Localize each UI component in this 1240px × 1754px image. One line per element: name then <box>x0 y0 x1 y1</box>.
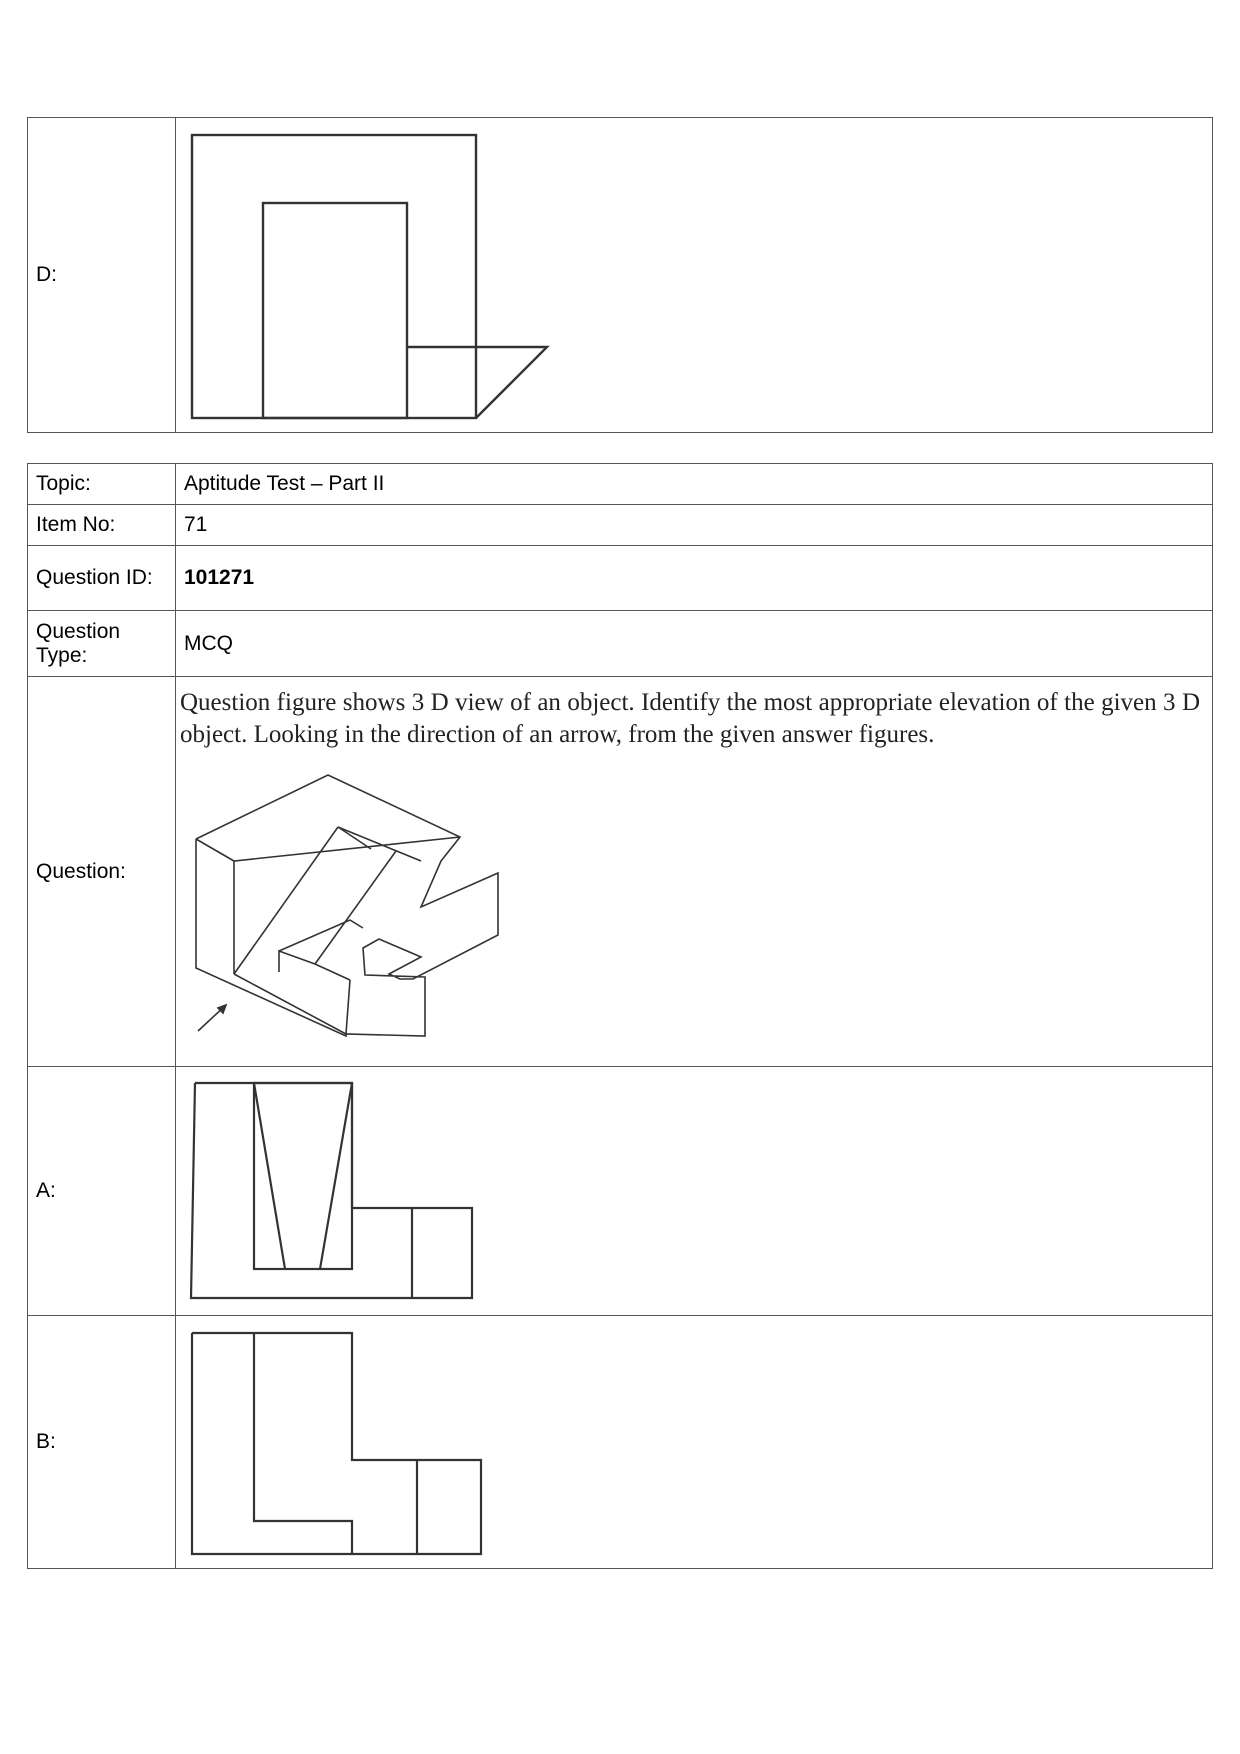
topic-label: Topic: <box>28 464 176 505</box>
slope-ridge <box>338 827 421 861</box>
option-a-figure-cell <box>176 1067 1213 1316</box>
question-type-row <box>28 611 1213 677</box>
option-a-figure <box>176 1068 1226 1315</box>
option-d-label: D: <box>28 118 176 433</box>
option-a-taper-left <box>254 1083 285 1269</box>
question-type-value: MCQ <box>176 611 1213 677</box>
option-a-label: A: <box>28 1067 176 1316</box>
topic-row <box>28 464 1213 505</box>
front-bottom-edge <box>234 974 346 1034</box>
option-b-row <box>28 1316 1213 1569</box>
option-a-row <box>28 1067 1213 1316</box>
step-top-edges <box>279 920 363 951</box>
object-outline <box>196 775 498 1036</box>
topic-value: Aptitude Test – Part II <box>176 464 1213 505</box>
question-text: Question figure shows 3 D view of an object. Identify the most appropriate elevation of the given 3 D object. Looking in the direction of an arrow, from the given answer figures. <box>180 689 1200 748</box>
item-no-label: Item No: <box>28 505 176 546</box>
step-notch <box>279 951 315 972</box>
outer-rectangle <box>192 135 476 418</box>
slope-line-left <box>234 827 338 974</box>
item-no-row <box>28 505 1213 546</box>
option-b-figure <box>176 1317 1226 1568</box>
option-b-inner-lines <box>254 1333 352 1554</box>
question-type-label: Question Type: <box>28 611 176 677</box>
question-id-label: Question ID: <box>28 546 176 611</box>
item-no-value: 71 <box>176 505 1213 546</box>
question-table <box>27 463 1213 1569</box>
option-d-table <box>27 117 1213 433</box>
question-id-row <box>28 546 1213 611</box>
question-figure <box>176 751 1226 1051</box>
option-a-outline <box>191 1083 472 1298</box>
option-d-row <box>28 118 1213 433</box>
question-id-value: 101271 <box>176 546 1213 611</box>
question-content <box>176 677 1213 1067</box>
question-row <box>28 677 1213 1067</box>
lower-step-edge <box>315 964 350 980</box>
option-b-figure-cell <box>176 1316 1213 1569</box>
block-front-edge <box>346 980 350 1034</box>
question-label: Question: <box>28 677 176 1067</box>
slope-line-right <box>315 851 396 964</box>
option-d-figure <box>176 119 1226 432</box>
inner-rectangle <box>263 203 407 418</box>
option-d-figure-cell <box>176 118 1213 433</box>
option-a-taper-right <box>320 1083 352 1269</box>
option-b-label: B: <box>28 1316 176 1569</box>
